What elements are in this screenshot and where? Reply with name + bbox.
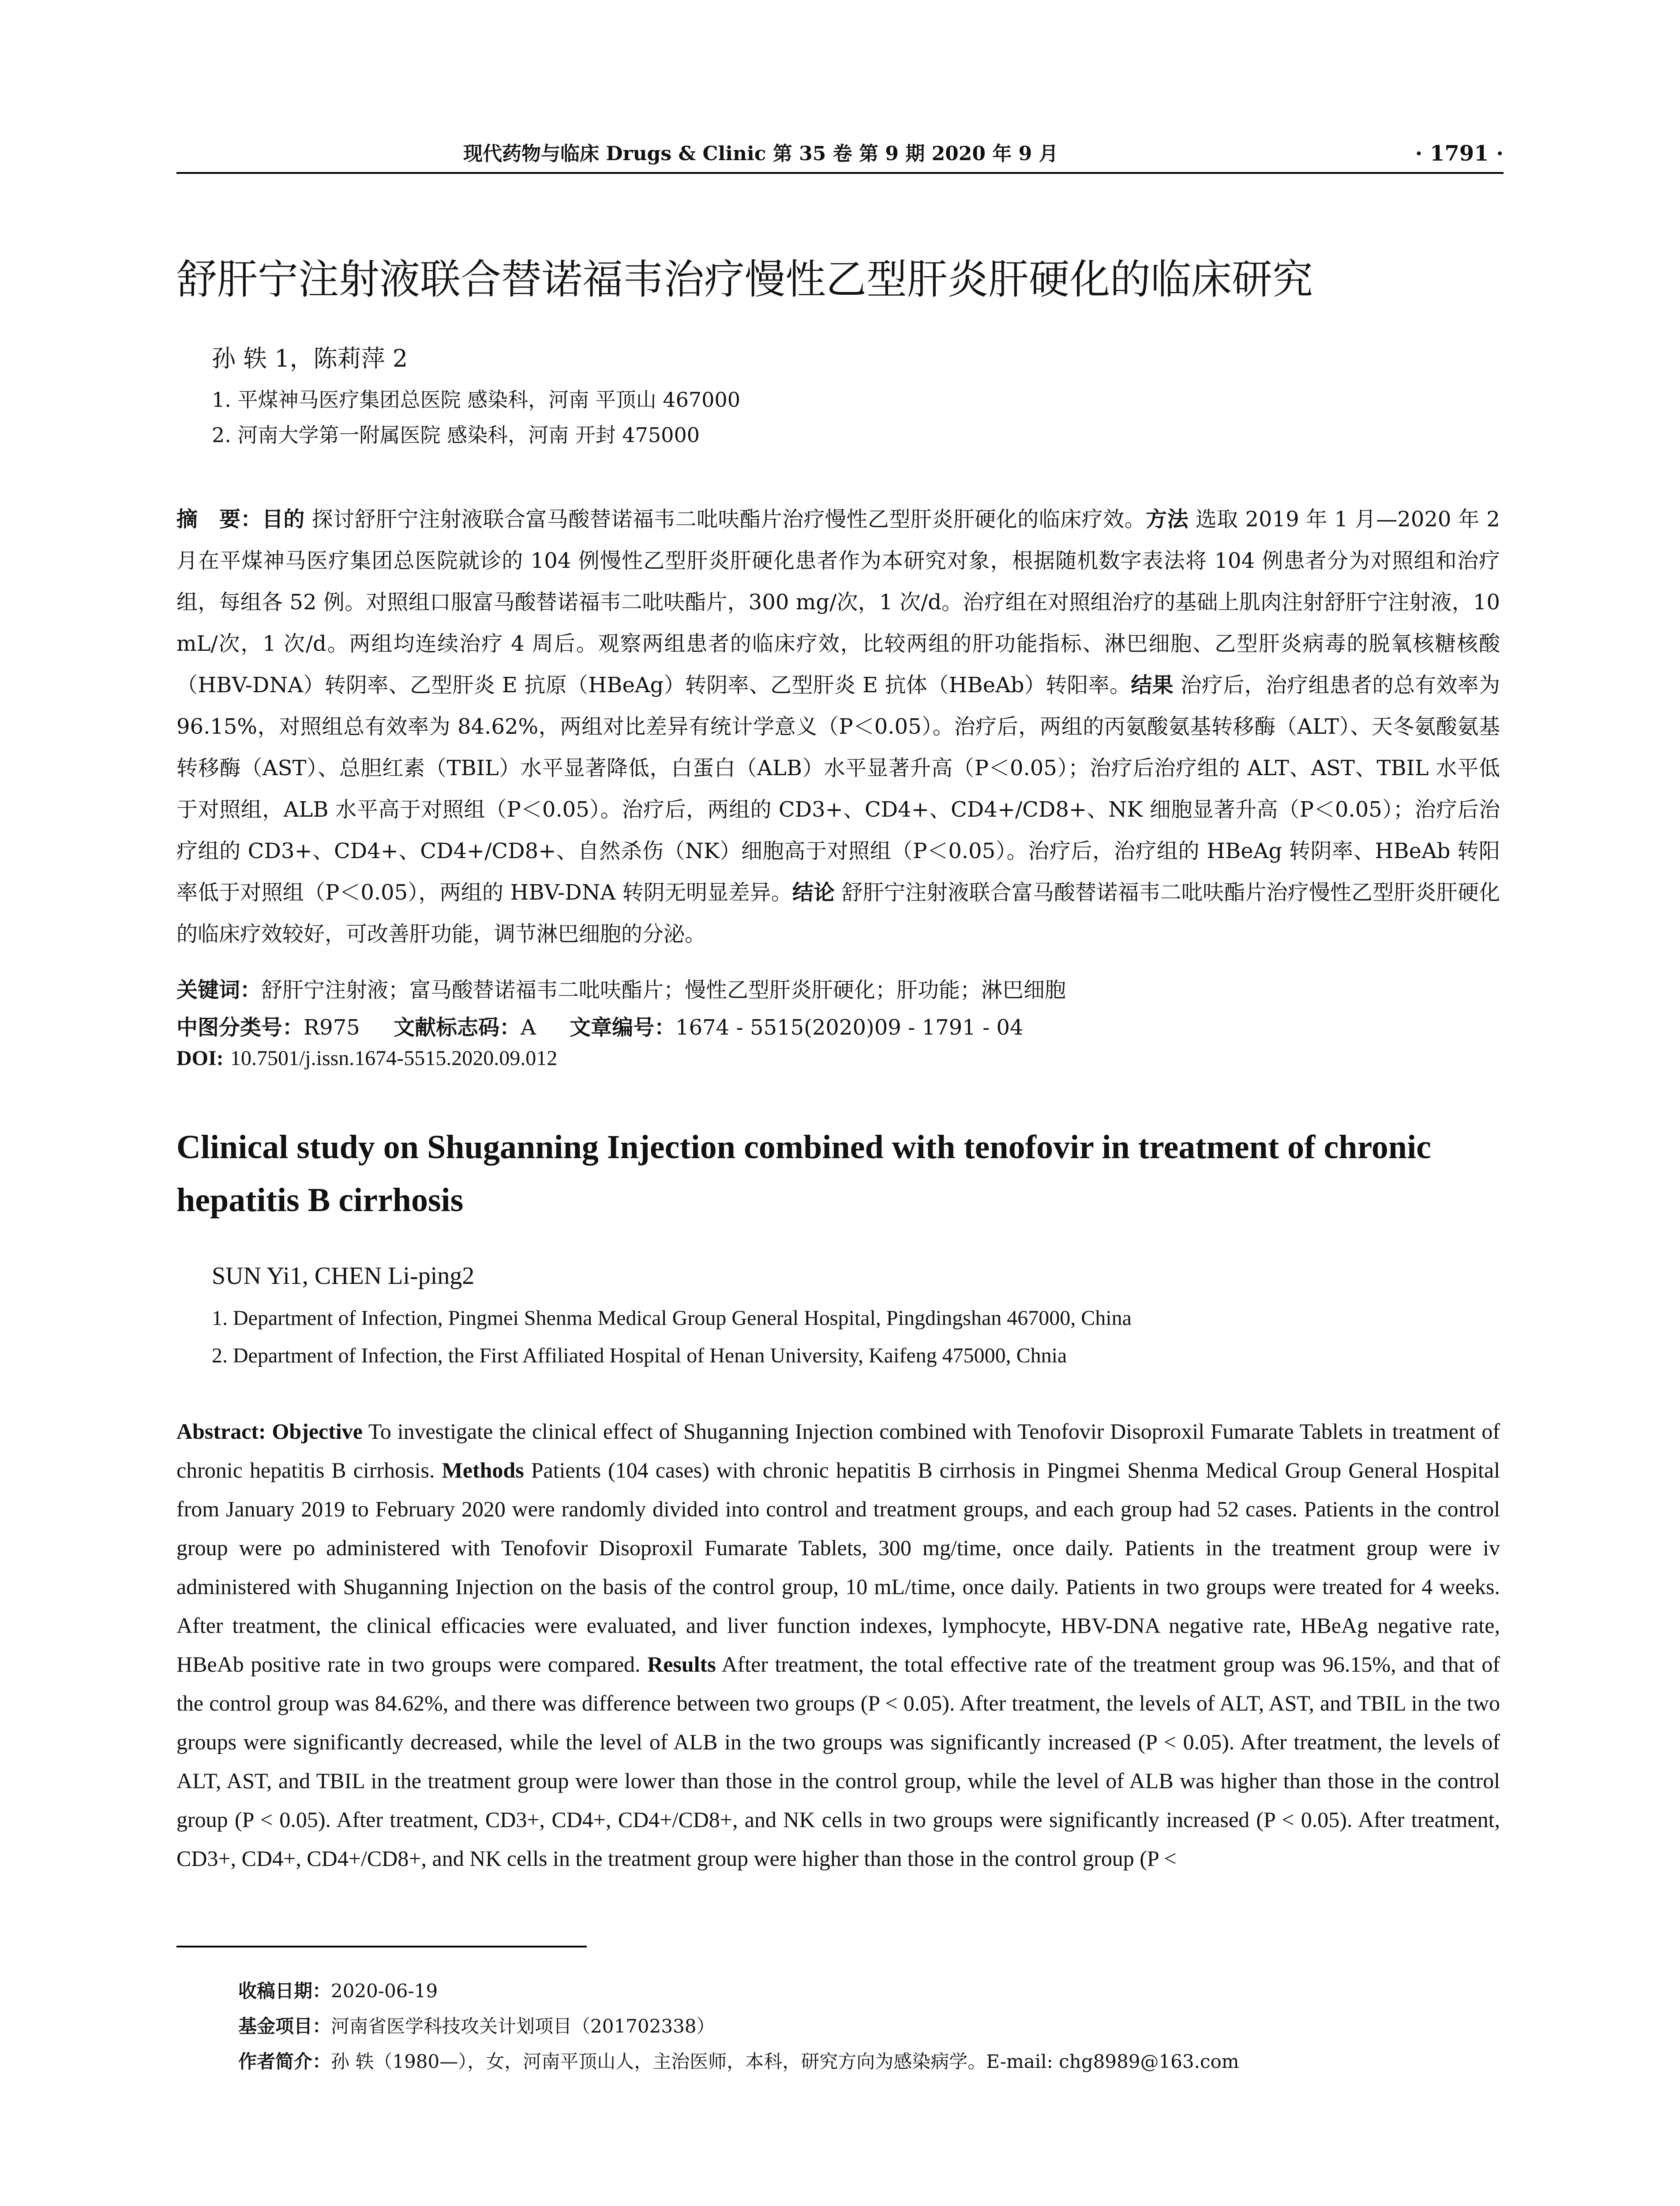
abstract-en-label: Abstract: [176,1419,266,1444]
author-bio-text: 孙 轶（1980—），女，河南平顶山人，主治医师，本科，研究方向为感染病学。E-mail: chg8989@163.com [331,2051,1239,2072]
affiliation-en-2: 2. Department of Infection, the First Affiliated Hospital of Henan University, Kaifeng 475000, Chnia [212,1344,1067,1367]
doi-value: 10.7501/j.issn.1674-5515.2020.09.012 [230,1047,558,1070]
methods-cn: 选取 2019 年 1 月—2020 年 2 月在平煤神马医疗集团总医院就诊的 104 例慢性乙型肝炎肝硬化患者作为本研究对象，根据随机数字表法将 104 例患者分为对照组和治疗组，每组各 52 例。对照组口服富马酸替诺福韦二吡呋酯片，300 mg/次，1 次/d。治疗组在对照组治疗的基础上肌肉注射舒肝宁注射液，10 mL/次，1 次/d。两组均连续治疗 4 周后。观察两组患者的临床疗效，比较两组的肝功能指标、淋巴细胞、乙型肝炎病毒的脱氧核糖核酸（HBV-DNA）转阴率、乙型肝炎 E 抗原（HBeAg）转阴率、乙型肝炎 E 抗体（HBeAb）转阳率。 [176,507,1500,698]
footnote-fund [238,2012,715,2038]
article-no-label: 文章编号： [570,1015,676,1040]
objective-cn-label: 目的 [262,507,305,532]
affiliation-cn-2: 2. 河南大学第一附属医院 感染科，河南 开封 475000 [212,423,700,447]
abstract-cn [176,499,1500,955]
abstract-cn-label: 摘 要： [176,507,262,532]
authors-cn: 孙 轶 1，陈莉萍 2 [212,345,408,372]
objective-cn: 探讨舒肝宁注射液联合富马酸替诺福韦二吡呋酯片治疗慢性乙型肝炎肝硬化的临床疗效。 [311,507,1146,532]
title-en: Clinical study on Shuganning Injection combined with tenofovir in treatment of chronic hepatitis B cirrhosis [176,1129,1431,1219]
doi-label: DOI: [176,1047,224,1070]
received-date: 2020-06-19 [331,1980,438,2002]
results-cn: 治疗后，治疗组患者的总有效率为 96.15%，对照组总有效率为 84.62%，两组对比差异有统计学意义（P＜0.05）。治疗后，两组的丙氨酸氨基转移酶（ALT）、天冬氨酸氨基转移酶（AST）、总胆红素（TBIL）水平显著降低，白蛋白（ALB）水平显著升高（P＜0.05）；治疗后治疗组的 ALT、AST、TBIL 水平低于对照组，ALB 水平高于对照组（P＜0.05）。治疗后，两组的 CD3+、CD4+、CD4+/CD8+、NK 细胞显著升高（P＜0.05）；治疗后治疗组的 CD3+、CD4+、CD4+/CD8+、自然杀伤（NK）细胞高于对照组（P＜0.05）。治疗后，治疗组的 HBeAg 转阴率、HBeAb 转阳率低于对照组（P＜0.05），两组的 HBV-DNA 转阴无明显差异。 [176,673,1500,905]
affiliation-cn-1: 1. 平煤神马医疗集团总医院 感染科，河南 平顶山 467000 [212,388,740,412]
received-label: 收稿日期： [238,1980,331,2002]
author-bio-label: 作者简介： [238,2051,331,2072]
abstract-en [176,1412,1500,1878]
results-cn-label: 结果 [1131,673,1174,698]
objective-en: To investigate the clinical effect of Shuganning Injection combined with Tenofovir Disoproxil Fumarate Tablets in treatment of chronic hepatitis B cirrhosis. [176,1419,1500,1482]
affiliation-en-1: 1. Department of Infection, Pingmei Shenma Medical Group General Hospital, Pingdingshan 467000, China [212,1306,1132,1330]
clc-value: R975 [304,1015,360,1040]
title-cn: 舒肝宁注射液联合替诺福韦治疗慢性乙型肝炎肝硬化的临床研究 [176,256,1313,303]
objective-en-label: Objective [272,1419,363,1444]
keywords-cn-label: 关键词： [176,978,262,1002]
journal-line: 现代药物与临床 Drugs & Clinic 第 35 卷 第 9 期 2020 年 9 月 [463,143,1058,165]
methods-cn-label: 方法 [1146,507,1189,532]
doc-code-value: A [521,1015,536,1040]
footnote-author [238,2047,1239,2074]
footnote-received [238,1977,438,2003]
footnote-rule [176,1946,587,1947]
doc-code-label: 文献标志码： [394,1015,521,1040]
fund-label: 基金项目： [238,2015,331,2037]
keywords-cn-text: 舒肝宁注射液；富马酸替诺福韦二吡呋酯片；慢性乙型肝炎肝硬化；肝功能；淋巴细胞 [261,978,1066,1002]
classification-line [176,1010,1024,1041]
authors-en: SUN Yi1, CHEN Li-ping2 [212,1262,475,1290]
fund-text: 河南省医学科技攻关计划项目（201702338） [331,2015,715,2037]
results-en: After treatment, the total effective rate of the treatment group was 96.15%, and that of the control group was 84.62%, and there was difference between two groups (P < 0.05). After treatment, the levels of ALT, AST, and TBIL in the two groups were significantly decreased, while the level of ALB in the two groups was significantly increased (P < 0.05). After treatment, the levels of ALT, AST, and TBIL in the treatment group were lower than those in the control group, while the level of ALB was higher than those in the control group (P < 0.05). After treatment, CD3+, CD4+, CD4+/CD8+, and NK cells in two groups were significantly increased (P < 0.05). After treatment, CD3+, CD4+, CD4+/CD8+, and NK cells in the treatment group were higher than those in the control group (P < [176,1652,1500,1871]
clc-label: 中图分类号： [176,1015,304,1040]
methods-en: Patients (104 cases) with chronic hepatitis B cirrhosis in Pingmei Shenma Medical Group General Hospital from January 2019 to February 2020 were randomly divided into control and treatment groups, and each group had 52 cases. Patients in the control group were po administered with Tenofovir Disoproxil Fumarate Tablets, 300 mg/time, once daily. Patients in the treatment group were iv administered with Shuganning Injection on the basis of the control group, 10 mL/time, once daily. Patients in two groups were treated for 4 weeks. After treatment, the clinical efficacies were evaluated, and liver function indexes, lymphocyte, HBV-DNA negative rate, HBeAg negative rate, HBeAb positive rate in two groups were compared. [176,1458,1500,1677]
article-no-value: 1674 - 5515(2020)09 - 1791 - 04 [675,1015,1024,1040]
conclusion-cn-label: 结论 [792,880,835,905]
methods-en-label: Methods [442,1458,524,1482]
results-en-label: Results [647,1652,716,1677]
running-header [176,132,1504,174]
page-number: · 1791 · [1415,141,1504,166]
conclusion-cn: 舒肝宁注射液联合富马酸替诺福韦二吡呋酯片治疗慢性乙型肝炎肝硬化的临床疗效较好，可改善肝功能，调节淋巴细胞的分泌。 [176,880,1500,946]
keywords-cn [176,973,1066,1003]
doi-line [176,1046,557,1070]
